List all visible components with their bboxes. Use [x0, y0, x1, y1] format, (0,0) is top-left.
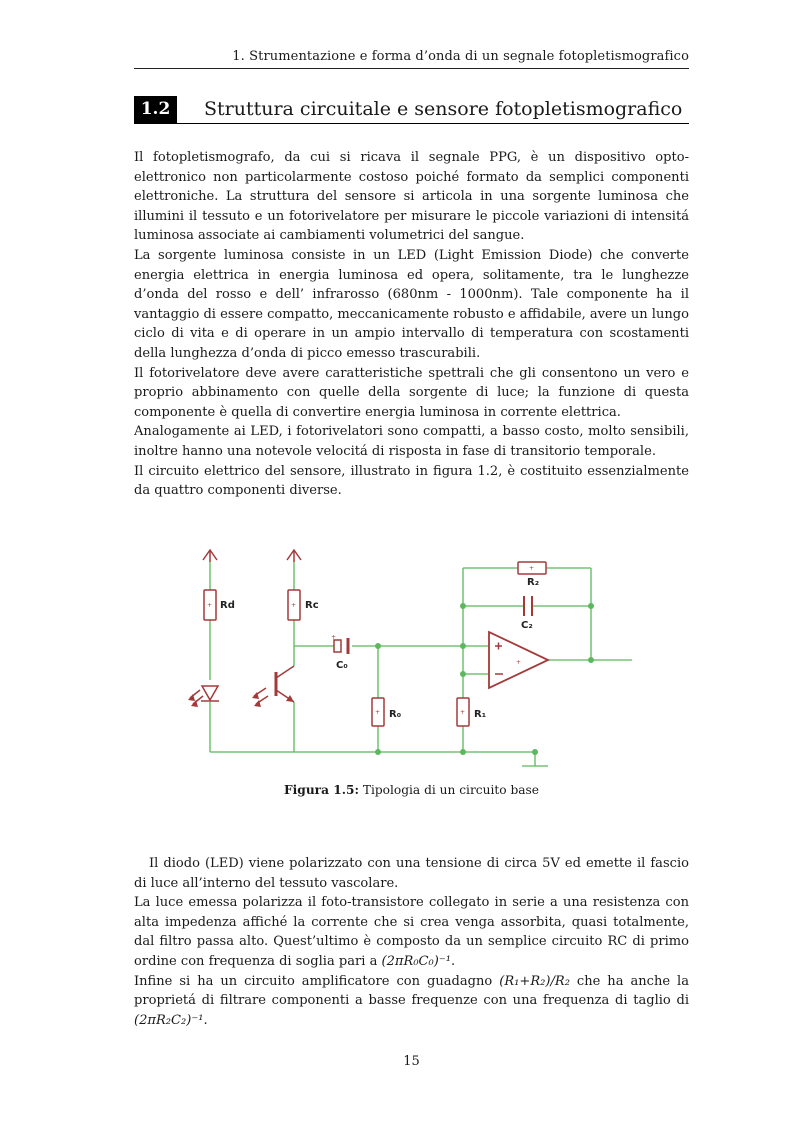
figure-caption: [134, 783, 689, 797]
label-rd: Rd: [220, 600, 235, 611]
page-number: 15: [403, 1054, 420, 1069]
svg-text:+: +: [291, 602, 297, 609]
paragraph: Il diodo (LED) viene polarizzato con una tensione di circa 5V ed emette il fascio di luce all’interno del tessuto vascolare.: [134, 856, 689, 891]
math-expression: (2πR₀C₀)⁻¹: [381, 953, 451, 969]
section-rule: [134, 123, 689, 124]
label-rc: Rc: [305, 600, 319, 611]
paragraph: La sorgente luminosa consiste in un LED (Light Emission Diode) che converte energia elettrica in energia luminosa ed opera, solitamente, tra le lunghezze d’onda del rosso e dell’ infrarosso (680nm - 1000nm). Tale componente ha il vantaggio di essere compatto, meccanicamente robusto e affidabile, avere un lungo ciclo di vita e di operare in un ampio intervallo di temperatura con scostamenti della lunghezza d’onda di picco emesso trascurabili.: [134, 247, 689, 361]
circuit-diagram: [170, 540, 650, 780]
caption-label: Figura 1.5:: [284, 783, 359, 797]
paragraph-text: La luce emessa polarizza il foto-transistore collegato in serie a una resistenza con alta impedenza affiché la corrente che si crea venga assorbita, quasi totalmente, dal filtro passa alto. Quest’ultimo è composto da un semplice circuito RC di primo ordine con frequenza di soglia pari a: [134, 895, 689, 969]
section-number: 1.2: [134, 96, 177, 123]
math-expression: (2πR₂C₂)⁻¹: [134, 1012, 204, 1028]
svg-text:+: +: [516, 659, 522, 666]
math-expression: (R₁+R₂)/R₂: [499, 973, 570, 989]
paragraph-text: Infine si ha un circuito amplificatore con guadagno: [134, 973, 493, 989]
label-r1: R₁: [474, 709, 487, 720]
caption-text: Tipologia di un circuito base: [362, 783, 539, 797]
svg-text:+: +: [331, 634, 337, 641]
label-c0: C₀: [336, 660, 348, 671]
paragraph-text: che ha anche la proprietá di filtrare componenti a basse frequenze con una frequenza di taglio di: [134, 973, 689, 1009]
label-r0: R₀: [389, 709, 402, 720]
svg-text:+: +: [207, 602, 213, 609]
label-c2: C₂: [521, 620, 533, 631]
paragraph: Analogamente ai LED, i fotorivelatori sono compatti, a basso costo, molto sensibili, inoltre hanno una notevole velocitá di risposta in fase di transitorio temporale.: [134, 424, 689, 459]
body-text-bottom: [134, 854, 689, 1030]
paragraph: Il circuito elettrico del sensore, illustrato in figura 1.2, è costituito essenzialmente da quattro componenti diverse.: [134, 463, 689, 499]
punctuation: .: [450, 953, 456, 969]
header-rule: [134, 68, 689, 69]
running-head: 1. Strumentazione e forma d’onda di un segnale fotopletismografico: [232, 49, 689, 64]
section-title: Struttura circuitale e sensore fotopletismografico: [204, 98, 683, 120]
paragraph: [134, 893, 689, 971]
svg-text:+: +: [529, 565, 535, 572]
punctuation: .: [203, 1012, 208, 1028]
paragraph: [134, 972, 689, 1031]
section-heading: [134, 96, 689, 124]
body-text-top: [134, 148, 689, 501]
svg-text:+: +: [460, 709, 466, 716]
paragraph: Il fotorivelatore deve avere caratteristiche spettrali che gli consentono un vero e proprio abbinamento con quelle della sorgente di luce; la funzione di questa componente è quella di convertire energia luminosa in corrente elettrica.: [134, 365, 689, 420]
svg-text:+: +: [375, 709, 381, 716]
label-r2: R₂: [527, 577, 540, 588]
paragraph: Il fotopletismografo, da cui si ricava il segnale PPG, è un dispositivo opto-elettronico non particolarmente costoso poiché formato da semplici componenti elettroniche. La struttura del sensore si articola in una sorgente luminosa che illumini il tessuto e un fotorivelatore per misurare le piccole variazioni di intensitá luminosa associate ai cambiamenti volumetrici del sangue.: [134, 150, 689, 244]
